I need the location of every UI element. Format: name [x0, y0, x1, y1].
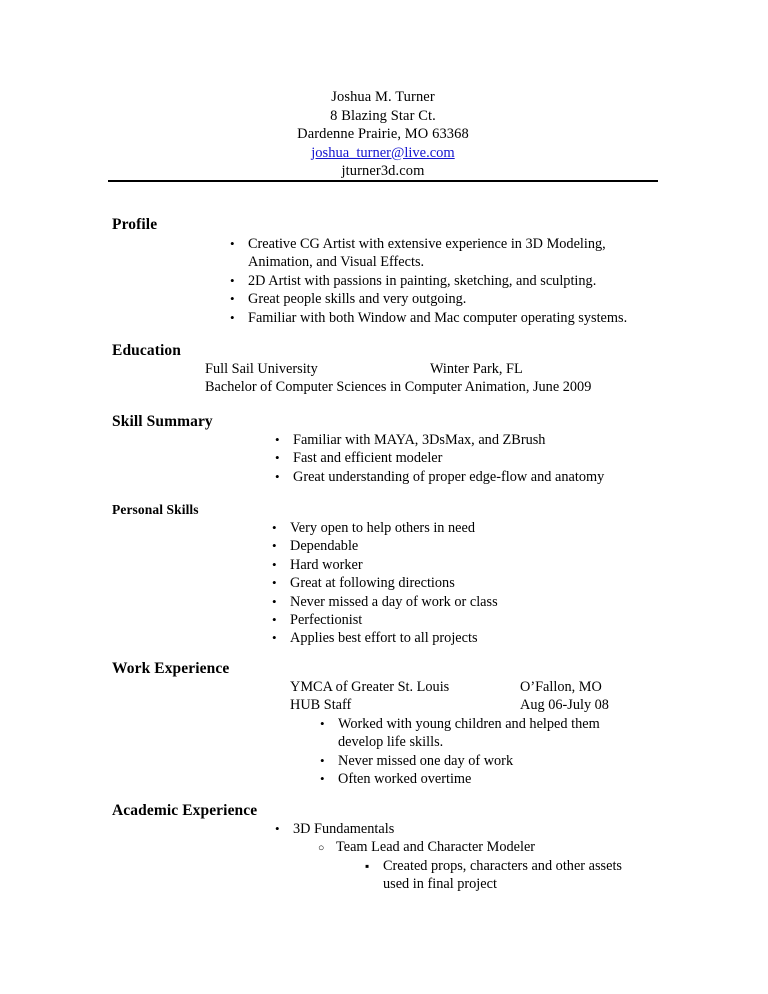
list-item-text: Very open to help others in need	[290, 520, 476, 536]
list-item-text: Never missed one day of work	[338, 752, 514, 769]
bullet-disc-icon	[320, 752, 334, 770]
academic-experience-content	[275, 820, 660, 894]
work-title-row	[290, 696, 660, 714]
academic-detail: Created props, characters and other assets used in final project	[383, 857, 622, 893]
list-item	[272, 556, 662, 574]
bullet-disc-icon	[272, 629, 286, 647]
work-experience-bullet-list	[320, 715, 630, 789]
work-job-title: HUB Staff	[290, 697, 352, 714]
list-item	[230, 272, 660, 290]
header-divider	[108, 180, 658, 182]
bullet-disc-icon	[272, 593, 286, 611]
list-item	[275, 449, 660, 467]
list-item	[230, 235, 660, 272]
list-item-text: 2D Artist with passions in painting, sketching, and sculpting.	[248, 272, 597, 289]
list-item	[272, 519, 662, 537]
list-item-text: Creative CG Artist with extensive experience in 3D Modeling, Animation, and Visual Effects.	[248, 236, 606, 271]
education-location: Winter Park, FL	[430, 361, 523, 377]
education-content	[205, 360, 660, 397]
bullet-disc-icon	[272, 574, 286, 592]
street-address: 8 Blazing Star Ct.	[330, 107, 436, 124]
email-link[interactable]: joshua_turner@live.com	[311, 144, 455, 161]
list-item-text: Never missed a day of work or class	[290, 593, 498, 610]
academic-project: 3D Fundamentals	[293, 821, 395, 837]
academic-level2-list	[318, 838, 660, 856]
academic-role: Team Lead and Character Modeler	[336, 839, 536, 856]
list-item-text: Familiar with both Window and Mac computer operating systems.	[248, 309, 628, 326]
skill-summary-content	[275, 431, 660, 486]
profile-bullet-list	[230, 235, 660, 327]
list-item	[230, 290, 660, 308]
section-heading-academic-experience: Academic Experience	[112, 802, 258, 819]
section-heading-skill-summary: Skill Summary	[112, 413, 213, 430]
bullet-square-icon	[365, 857, 379, 875]
bullet-disc-icon	[275, 820, 289, 838]
bullet-disc-icon	[272, 519, 286, 537]
personal-skills-content	[272, 519, 662, 648]
list-item	[230, 309, 660, 327]
list-item	[365, 857, 645, 894]
section-heading-education: Education	[112, 342, 181, 359]
bullet-disc-icon	[275, 468, 289, 486]
list-item-text: Fast and efficient modeler	[293, 450, 443, 467]
bullet-disc-icon	[275, 449, 289, 467]
list-item	[320, 752, 630, 770]
education-degree: Bachelor of Computer Sciences in Computer Animation, June 2009	[205, 379, 592, 396]
list-item	[272, 574, 662, 592]
list-item-text: Perfectionist	[290, 612, 363, 629]
bullet-disc-icon	[230, 309, 244, 327]
personal-skills-bullet-list	[272, 519, 662, 648]
section-heading-work-experience: Work Experience	[112, 660, 230, 677]
list-item-text: Familiar with MAYA, 3DsMax, and ZBrush	[293, 432, 546, 448]
city-state-zip: Dardenne Prairie, MO 63368	[297, 126, 469, 142]
list-item-text: Great people skills and very outgoing.	[248, 291, 467, 308]
list-item-text: Great at following directions	[290, 575, 455, 592]
bullet-disc-icon	[230, 290, 244, 308]
list-item	[272, 629, 662, 647]
list-item-text: Dependable	[290, 538, 359, 555]
list-item	[275, 431, 660, 449]
list-item	[272, 593, 662, 611]
work-location: O’Fallon, MO	[520, 679, 602, 695]
list-item	[318, 838, 660, 856]
work-experience-content	[290, 678, 660, 788]
education-school-row	[205, 360, 660, 378]
education-degree-row	[205, 378, 660, 396]
work-employer-row	[290, 678, 660, 696]
website-text: jturner3d.com	[341, 163, 425, 179]
academic-level1-list	[275, 820, 660, 838]
list-item	[320, 770, 630, 788]
section-heading-profile: Profile	[112, 216, 158, 233]
bullet-disc-icon	[272, 611, 286, 629]
list-item-text: Great understanding of proper edge-flow and anatomy	[293, 468, 605, 485]
list-item-text: Worked with young children and helped them develop life skills.	[338, 715, 600, 751]
section-heading-personal-skills: Personal Skills	[112, 502, 199, 517]
skill-summary-bullet-list	[275, 431, 660, 486]
academic-level3-list	[365, 857, 645, 894]
bullet-disc-icon	[320, 715, 334, 733]
bullet-disc-icon	[272, 556, 286, 574]
bullet-disc-icon	[272, 537, 286, 555]
list-item-text: Often worked overtime	[338, 771, 472, 788]
bullet-disc-icon	[230, 235, 244, 253]
bullet-disc-icon	[230, 272, 244, 290]
work-employer: YMCA of Greater St. Louis	[290, 679, 450, 695]
education-school: Full Sail University	[205, 361, 318, 377]
list-item	[272, 537, 662, 555]
list-item-text: Hard worker	[290, 556, 363, 573]
list-item	[320, 715, 630, 752]
contact-header	[108, 88, 658, 181]
candidate-name: Joshua M. Turner	[331, 89, 435, 105]
work-dates: Aug 06-July 08	[520, 697, 609, 714]
list-item	[275, 468, 660, 486]
bullet-circle-icon	[318, 838, 332, 858]
bullet-disc-icon	[320, 770, 334, 788]
bullet-disc-icon	[275, 431, 289, 449]
list-item-text: Applies best effort to all projects	[290, 630, 478, 647]
list-item	[272, 611, 662, 629]
profile-content	[230, 235, 660, 327]
list-item	[275, 820, 660, 838]
